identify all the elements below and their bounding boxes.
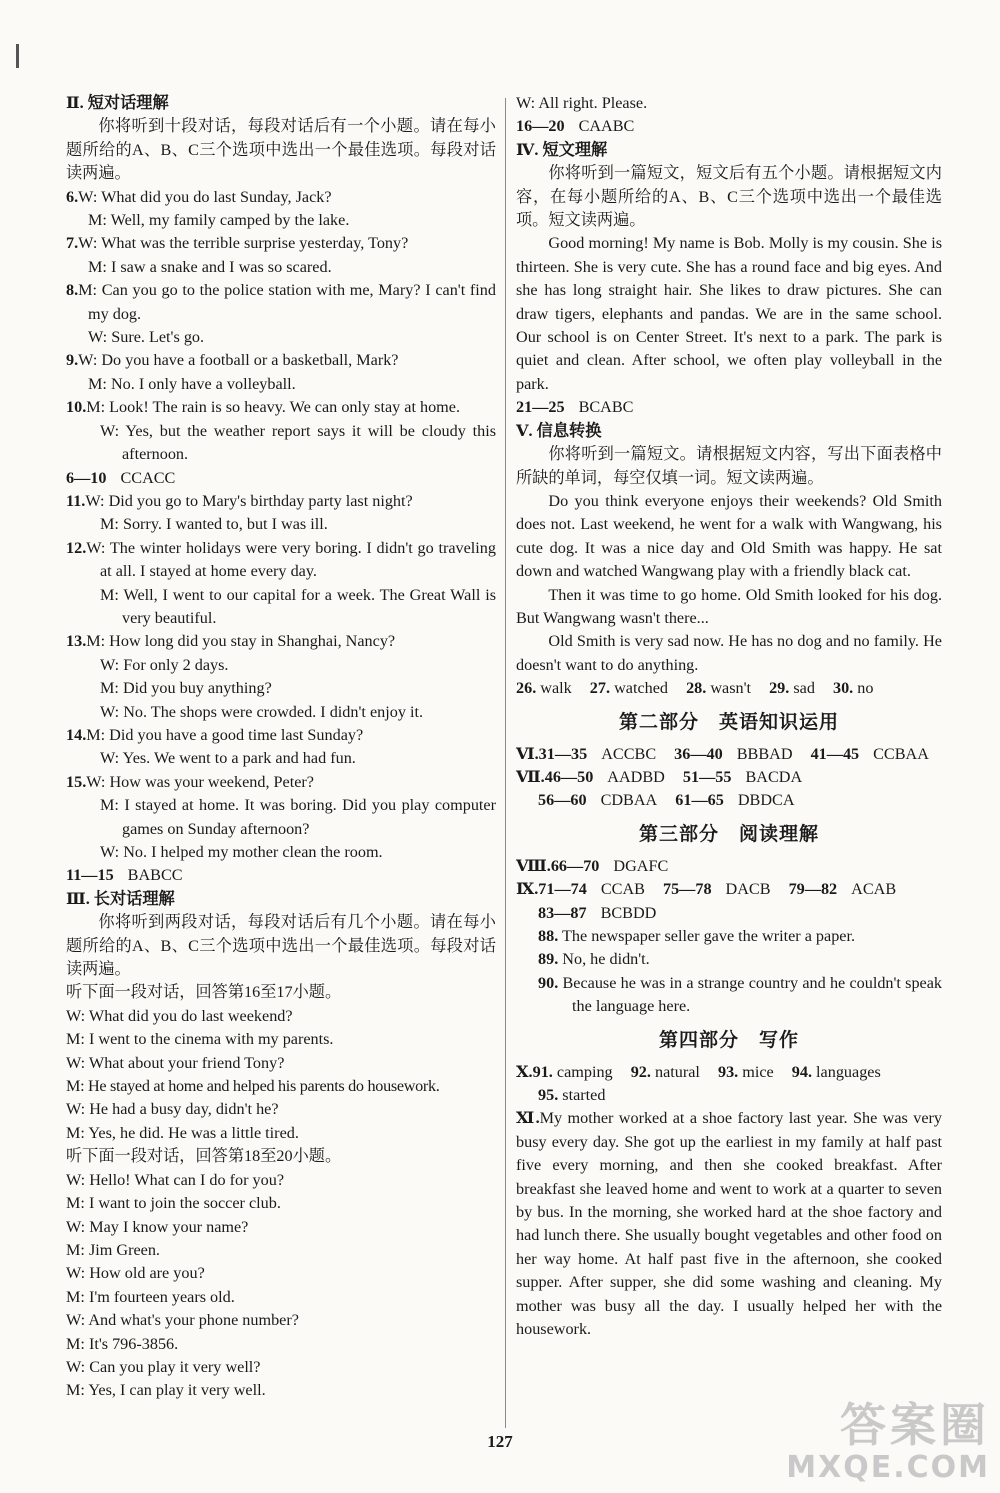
- dialogue-7-a: 7.W: What was the terrible surprise yesterday, Tony?: [66, 234, 409, 253]
- dialogue-12-a: 12.W: The winter holidays were very boring. I didn't go traveling at all. I stayed at home every day.: [66, 538, 496, 581]
- answer-line-21-25: 21—25 BCABC: [516, 398, 634, 417]
- section-5-passage-3: Old Smith is very sad now. He has no dog and no family. He doesn't want to do anything.: [516, 632, 942, 674]
- answer-line-26-30: 26. walk 27. watched 28. wasn't 29. sad 30. no: [516, 679, 874, 698]
- dialogue-10-b: W: Yes, but the weather report says it will be cloudy this afternoon.: [100, 421, 496, 464]
- answer-line-6-10: 6—10 CCACC: [66, 468, 176, 487]
- section-4-instructions: 你将听到一篇短文，短文后有五个小题。请根据短文内容，在每小题所给的A、B、C三个选项中选出一个最佳选项。短文读两遍。: [516, 164, 942, 230]
- section-2-instructions: 你将听到十段对话，每段对话后有一个小题。请在每小题所给的A、B、C三个选项中选出一个最佳选项。每段对话读两遍。: [66, 117, 496, 183]
- watermark-line-2: MXQE.COM: [786, 1450, 990, 1485]
- answer-95: 95. started: [538, 1086, 606, 1105]
- question-number: 9.: [66, 351, 79, 370]
- answer-row-71-82: Ⅸ.71—74 CCAB 75—78 DACB 79—82 ACAB: [516, 880, 897, 899]
- conversation-line: M: Yes, I can play it very well.: [66, 1381, 266, 1400]
- section-4-passage: Good morning! My name is Bob. Molly is my cousin. She is thirteen. She is very cute. She has a round face and big eyes. And she has long straight hair. She likes to draw pictures. She can draw tigers, elephants and pandas. We are in the same school. Our school is on Center Street. It's next to a park. The park is quiet and clean. After school, we often play volleyball in the park.: [516, 234, 942, 393]
- dialogue-12-b: M: Well, I went to our capital for a week. The Great Wall is very beautiful.: [100, 585, 496, 627]
- watermark-line-1: 答案圈: [840, 1398, 990, 1452]
- section-3-instructions: 你将听到两段对话，每段对话后有几个小题。请在每小题所给的A、B、C三个选项中选出一个最佳选项。每段对话读两遍。: [66, 913, 496, 979]
- answer-90: 90. Because he was in a strange country and he couldn't speak the language here.: [538, 973, 942, 1016]
- section-2-title: Ⅱ. 短对话理解: [66, 94, 169, 112]
- conversation-line: W: What did you do last weekend?: [66, 1006, 293, 1025]
- part-4-title: 第四部分 写作: [658, 1028, 799, 1051]
- question-number: 7.: [66, 234, 79, 253]
- dialogue-14-b: W: Yes. We went to a park and had fun.: [100, 749, 356, 768]
- conversation-line: W: He had a busy day, didn't he?: [66, 1100, 279, 1119]
- conversation-1: [66, 1005, 496, 1145]
- dialogue-6-a: 6.W: What did you do last Sunday, Jack?: [66, 187, 332, 206]
- dialogue-7-b: M: I saw a snake and I was so scared.: [88, 257, 332, 276]
- dialogue-13-d: W: No. The shops were crowded. I didn't enjoy it.: [100, 702, 423, 721]
- answer-89: 89. No, he didn't.: [538, 950, 650, 969]
- answer-line-11-15: 11—15 BABCC: [66, 866, 183, 885]
- conversation-line: M: I want to join the soccer club.: [66, 1194, 281, 1213]
- page-edge-mark: [16, 44, 19, 68]
- dialogue-8-b: W: Sure. Let's go.: [88, 328, 205, 347]
- conversation-line: W: How old are you?: [66, 1264, 205, 1283]
- conversation-line: M: I'm fourteen years old.: [66, 1287, 235, 1306]
- section-5-instructions: 你将听到一篇短文。请根据短文内容，写出下面表格中所缺的单词，每空仅填一词。短文读两遍。: [516, 445, 942, 487]
- answer-88: 88. The newspaper seller gave the writer a paper.: [538, 927, 856, 945]
- dialogue-13-c: M: Did you buy anything?: [100, 679, 272, 698]
- question-number: 10.: [66, 398, 87, 417]
- dialogue-11-a: 11.W: Did you go to Mary's birthday party last night?: [66, 491, 413, 510]
- section-5-passage-2: Then it was time to go home. Old Smith looked for his dog. But Wangwang wasn't there...: [516, 585, 942, 627]
- part-3-title: 第三部分 阅读理解: [638, 822, 819, 845]
- dialogue-15-b: M: I stayed at home. It was boring. Did you play computer games on Sunday afternoon?: [100, 796, 496, 838]
- conversation-1-intro: 听下面一段对话，回答第16至17小题。: [66, 983, 342, 1002]
- answer-row-83-87: 83—87 BCBDD: [538, 903, 657, 922]
- watermark-logo: [786, 1400, 990, 1485]
- left-column: [66, 92, 496, 1403]
- answer-row-31-45: Ⅵ.31—35 ACCBC 36—40 BBBAD 41—45 CCBAA: [516, 744, 929, 763]
- conversation-line: M: Jim Green.: [66, 1240, 160, 1259]
- section-5-passage-1: Do you think everyone enjoys their weekends? Old Smith does not. Last weekend, he went for a walk with Wangwang, his cute dog. It was a nice day and Old Smith was happy. He sat down and watched Wangwang play with a friendly black cat.: [516, 491, 942, 581]
- answer-row-66-70: Ⅷ.66—70 DGAFC: [516, 856, 669, 875]
- answer-row-56-65: 56—60 CDBAA 61—65 DBDCA: [538, 791, 795, 810]
- answer-row-91-94: Ⅹ.91. camping 92. natural 93. mice 94. languages: [516, 1062, 881, 1081]
- dialogue-13-a: 13.M: How long did you stay in Shanghai, Nancy?: [66, 632, 396, 651]
- conversation-line: W: What about your friend Tony?: [66, 1053, 285, 1072]
- conversation-line: M: Yes, he did. He was a little tired.: [66, 1123, 299, 1142]
- conversation-line: W: And what's your phone number?: [66, 1311, 299, 1330]
- dialogue-10-a: 10.M: Look! The rain is so heavy. We can only stay at home.: [66, 398, 461, 417]
- dialogue-6-b: M: Well, my family camped by the lake.: [88, 211, 350, 230]
- question-number: 8.: [66, 281, 79, 300]
- question-number: 12.: [66, 538, 87, 557]
- dialogue-15-c: W: No. I helped my mother clean the room.: [100, 843, 383, 861]
- part-2-title: 第二部分 英语知识运用: [618, 710, 839, 733]
- right-column: [516, 92, 942, 1342]
- question-number: 13.: [66, 632, 87, 651]
- section-3-title: Ⅲ. 长对话理解: [66, 889, 175, 908]
- conversation-line: W: Can you play it very well?: [66, 1357, 261, 1376]
- dialogue-8-a: 8.M: Can you go to the police station with me, Mary? I can't find my dog.: [66, 281, 496, 323]
- conversation-line: M: It's 796-3856.: [66, 1334, 179, 1353]
- conversation-2: [66, 1169, 496, 1403]
- section-5-title: Ⅴ. 信息转换: [516, 421, 602, 440]
- conversation-line: W: Hello! What can I do for you?: [66, 1170, 285, 1189]
- dialogue-9-b: M: No. I only have a volleyball.: [88, 374, 296, 393]
- writing-sample: Ⅺ.My mother worked at a shoe factory last year. She was very busy every day. She got up the earliest in my family at half past five every morning, and then she cooked breakfast. After breakfast she leaved home and went to work at a quarter to seven by bus. In the morning, she worked hard at the shoe factory and had lunch there. She usually bought vegetables and other food on her way home. At half past five in the afternoon, she cooked supper. After supper, she did some washing and cleaning. My mother was busy all the day. I usually helped her with the housework.: [516, 1109, 943, 1339]
- answer-line-16-20: 16—20 CAABC: [516, 117, 635, 136]
- column-divider: [505, 98, 506, 1428]
- page-number: 127: [487, 1432, 513, 1451]
- conversation-2-end: W: All right. Please.: [516, 94, 648, 112]
- answer-row-46-55: Ⅶ.46—50 AADBD 51—55 BACDA: [516, 767, 803, 786]
- question-number: 6.: [66, 187, 79, 206]
- dialogue-9-a: 9.W: Do you have a football or a basketball, Mark?: [66, 351, 399, 370]
- conversation-line: W: May I know your name?: [66, 1217, 249, 1236]
- dialogue-13-b: W: For only 2 days.: [100, 655, 229, 674]
- question-number: 11.: [66, 491, 86, 510]
- dialogue-15-a: 15.W: How was your weekend, Peter?: [66, 772, 314, 791]
- conversation-2-intro: 听下面一段对话，回答第18至20小题。: [66, 1147, 342, 1166]
- question-number: 15.: [66, 772, 87, 791]
- section-4-title: Ⅳ. 短文理解: [516, 140, 608, 159]
- conversation-line: M: He stayed at home and helped his parents do housework.: [66, 1077, 440, 1096]
- conversation-line: M: I went to the cinema with my parents.: [66, 1030, 334, 1049]
- dialogue-14-a: 14.M: Did you have a good time last Sunday?: [66, 725, 364, 744]
- question-number: 14.: [66, 725, 87, 744]
- dialogue-11-b: M: Sorry. I wanted to, but I was ill.: [100, 515, 328, 534]
